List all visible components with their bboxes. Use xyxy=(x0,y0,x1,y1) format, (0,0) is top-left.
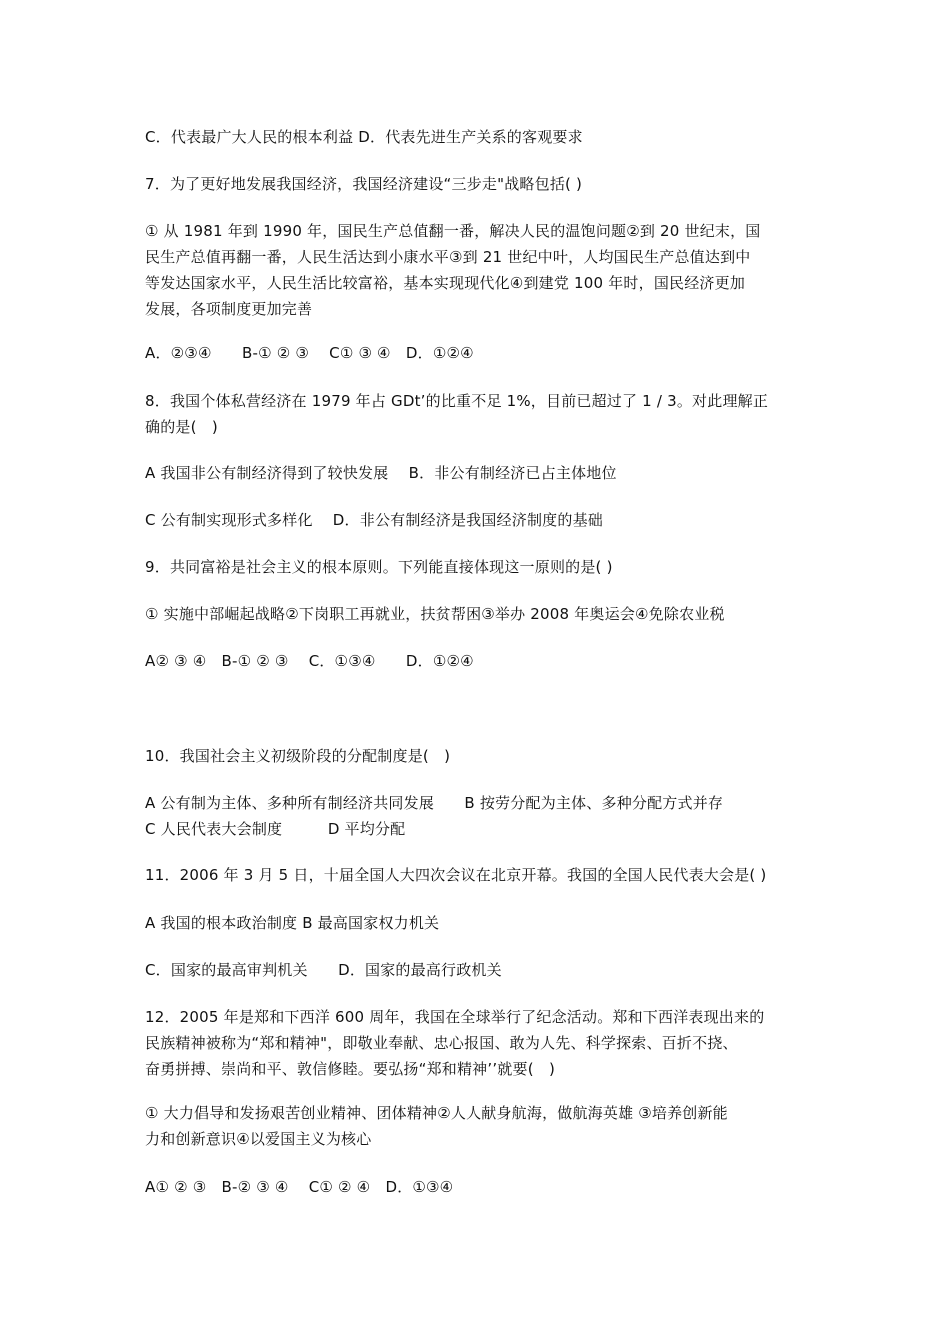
question-12-stem xyxy=(145,1004,810,1082)
question-7-statements xyxy=(145,218,810,322)
question-9-options xyxy=(145,648,810,674)
question-8-options-ab xyxy=(145,460,810,486)
text-line: A① ② ③ B-② ③ ④ C① ② ④ D．①③④ xyxy=(145,1178,454,1196)
text-line: 发展，各项制度更加完善 xyxy=(145,300,313,318)
question-9-statements xyxy=(145,601,810,627)
text-line: 民生产总值再翻一番，人民生活达到小康水平③到 21 世纪中叶，人均国民生产总值达到中 xyxy=(145,248,751,266)
text-line: A．②③④ B-① ② ③ C① ③ ④ D．①②④ xyxy=(145,344,474,362)
question-11-options-ab xyxy=(145,910,810,936)
question-8-stem xyxy=(145,388,810,440)
text-line: C．代表最广大人民的根本利益 D．代表先进生产关系的客观要求 xyxy=(145,128,583,146)
text-line: 12．2005 年是郑和下西洋 600 周年，我国在全球举行了纪念活动。郑和下西洋表现出来的 xyxy=(145,1008,765,1026)
text-line: A 公有制为主体、多种所有制经济共同发展 B 按劳分配为主体、多种分配方式并存 xyxy=(145,794,724,812)
question-12-options xyxy=(145,1174,810,1200)
text-line: C 公有制实现形式多样化 D．非公有制经济是我国经济制度的基础 xyxy=(145,511,603,529)
text-line: A 我国的根本政治制度 B 最高国家权力机关 xyxy=(145,914,440,932)
text-line: 7．为了更好地发展我国经济，我国经济建设“三步走"战略包括( ) xyxy=(145,175,583,193)
text-line: 民族精神被称为“郑和精神"，即敬业奉献、忠心报国、敢为人先、科学探索、百折不挠、 xyxy=(145,1034,738,1052)
text-line: 9．共同富裕是社会主义的根本原则。下列能直接体现这一原则的是( ) xyxy=(145,558,613,576)
text-line: C 人民代表大会制度 D 平均分配 xyxy=(145,820,406,838)
text-line: ① 实施中部崛起战略②下岗职工再就业，扶贫帮困③举办 2008 年奥运会④免除农业税 xyxy=(145,605,725,623)
question-9-stem xyxy=(145,554,810,580)
text-line: 11．2006 年 3 月 5 日，十届全国人大四次会议在北京开幕。我国的全国人民代表大会是( ) xyxy=(145,866,767,884)
text-line: A② ③ ④ B-① ② ③ C．①③④ D．①②④ xyxy=(145,652,474,670)
question-10-stem xyxy=(145,743,810,769)
text-line: 确的是( ) xyxy=(145,418,218,436)
text-line: 10．我国社会主义初级阶段的分配制度是( ) xyxy=(145,747,451,765)
question-7-options xyxy=(145,340,810,366)
question-11-options-cd xyxy=(145,957,810,983)
question-12-statements xyxy=(145,1100,810,1152)
text-line: 8．我国个体私营经济在 1979 年占 GDt’的比重不足 1%，目前已超过了 1 / 3。对此理解正 xyxy=(145,392,769,410)
text-line: 力和创新意识④以爱国主义为核心 xyxy=(145,1130,372,1148)
text-line: ① 从 1981 年到 1990 年，国民生产总值翻一番，解决人民的温饱问题②到 20 世纪末，国 xyxy=(145,222,761,240)
text-line: 等发达国家水平，人民生活比较富裕，基本实现现代化④到建党 100 年时，国民经济更加 xyxy=(145,274,746,292)
question-11-stem xyxy=(145,862,810,888)
text-line: C．国家的最高审判机关 D．国家的最高行政机关 xyxy=(145,961,502,979)
text-line: 奋勇拼搏、崇尚和平、敦信修睦。要弘扬“郑和精神’’就要( ) xyxy=(145,1060,556,1078)
question-10-options xyxy=(145,790,810,842)
question-7-stem xyxy=(145,171,810,197)
text-line: A 我国非公有制经济得到了较快发展 B．非公有制经济已占主体地位 xyxy=(145,464,617,482)
question-8-options-cd xyxy=(145,507,810,533)
text-line: ① 大力倡导和发扬艰苦创业精神、团体精神②人人献身航海，做航海英雄 ③培养创新能 xyxy=(145,1104,728,1122)
answer-options-q6-cd xyxy=(145,124,810,150)
